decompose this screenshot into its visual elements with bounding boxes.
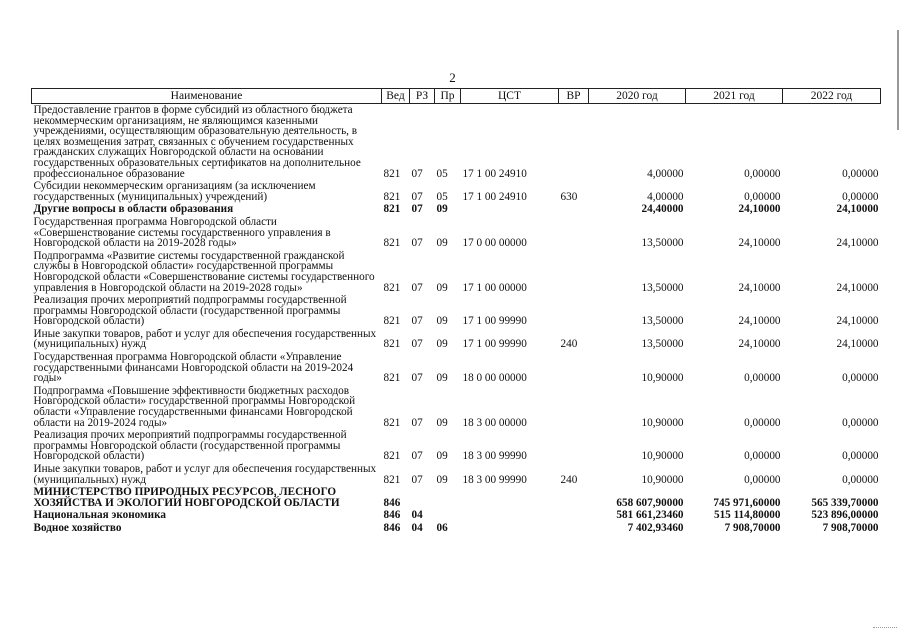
header-ved: Вед <box>382 89 410 104</box>
cell-y2020: 10,90000 <box>641 372 684 385</box>
cell-ved: 846 <box>383 509 401 522</box>
table-row <box>32 385 881 429</box>
cell-vr <box>559 216 589 250</box>
budget-table <box>31 88 881 535</box>
cell-y2021: 7 908,70000 <box>724 521 781 534</box>
cell-y2021: 24,10000 <box>738 315 781 328</box>
cell-rz: 04 <box>411 521 423 534</box>
cell-y2020: 10,90000 <box>641 450 684 463</box>
cell-rz: 07 <box>411 237 423 250</box>
cell-rz: 07 <box>411 338 423 351</box>
cell-name: Предоставление грантов в форме субсидий из областного бюджета некоммерческим организациям, не являющимся казенными учреждениями, осуществляющим образовательную деятельность, в целях возмещения затрат, связанных с обучением государственных гражданских служащих Новгородской области на основании государственных образовательных сертификатов на дополнительное профессиональное образование <box>33 104 361 180</box>
cell-cst: 17 1 00 24910 <box>462 190 527 203</box>
cell-y2020: 13,50000 <box>641 338 684 351</box>
table-row <box>32 328 881 351</box>
cell-vr <box>559 429 589 463</box>
cell-name: МИНИСТЕРСТВО ПРИРОДНЫХ РЕСУРСОВ, ЛЕСНОГО ХОЗЯЙСТВА И ЭКОЛОГИИ НОВГОРОДСКОЙ ОБЛАСТИ <box>33 486 340 509</box>
cell-name: Национальная экономика <box>33 509 166 522</box>
cell-pr: 05 <box>436 190 448 203</box>
cell-y2020: 13,50000 <box>641 281 684 294</box>
cell-y2022: 0,00000 <box>842 190 879 203</box>
cell-cst: 18 3 00 00000 <box>462 416 527 429</box>
cell-cst: 17 1 00 99990 <box>462 338 527 351</box>
cell-y2022: 0,00000 <box>842 416 879 429</box>
cell-ved: 821 <box>383 190 401 203</box>
cell-y2021: 24,10000 <box>738 338 781 351</box>
header-cst: ЦСТ <box>461 89 559 104</box>
cell-cst: 18 0 00 00000 <box>462 372 527 385</box>
cell-y2020: 10,90000 <box>641 473 684 486</box>
cell-rz: 07 <box>411 450 423 463</box>
cell-y2020: 13,50000 <box>641 237 684 250</box>
cell-ved: 846 <box>383 496 401 509</box>
cell-rz: 04 <box>411 509 423 522</box>
cell-name: Субсидии некоммерческим организациям (за исключением государственных (муниципальных) учреждений) <box>33 180 316 203</box>
cell-rz: 07 <box>411 315 423 328</box>
cell-cst <box>461 203 559 216</box>
table-row <box>32 429 881 463</box>
table-row <box>32 216 881 250</box>
cell-vr <box>559 294 589 328</box>
cell-y2022: 0,00000 <box>842 372 879 385</box>
cell-y2021: 0,00000 <box>744 372 781 385</box>
cell-y2020: 10,90000 <box>641 416 684 429</box>
table-row <box>32 463 881 486</box>
table-row <box>32 294 881 328</box>
table-row <box>32 351 881 385</box>
cell-y2021: 24,10000 <box>738 203 781 216</box>
cell-pr: 09 <box>436 237 448 250</box>
cell-name: Иные закупки товаров, работ и услуг для обеспечения государственных (муниципальных) нужд <box>33 463 377 486</box>
cell-pr <box>435 509 461 522</box>
cell-rz: 07 <box>411 416 423 429</box>
cell-y2021: 0,00000 <box>744 167 781 180</box>
cell-y2021: 515 114,80000 <box>713 509 781 522</box>
header-2021: 2021 год <box>686 89 783 104</box>
cell-cst: 17 1 00 00000 <box>462 281 527 294</box>
table-body <box>32 104 881 535</box>
cell-rz <box>410 486 435 509</box>
cell-name: Подпрограмма «Развитие системы государственной гражданской службы в Новгородской области» государственной программы Новгородской области «Совершенствование системы государственного управления в Новгородской области на 2019-2028 годы» <box>33 249 375 294</box>
cell-vr <box>559 385 589 429</box>
cell-y2021: 24,10000 <box>738 281 781 294</box>
cell-vr <box>559 509 589 522</box>
cell-y2020: 658 607,90000 <box>616 496 684 509</box>
cell-name: Государственная программа Новгородской области «Совершенствование системы государственного управления в Новгородской области на 2019-2028 годы» <box>33 215 331 250</box>
cell-cst <box>461 486 559 509</box>
cell-rz: 07 <box>411 203 423 216</box>
cell-y2022: 24,10000 <box>836 338 879 351</box>
cell-rz: 07 <box>411 190 423 203</box>
cell-pr: 09 <box>436 315 448 328</box>
cell-name: Реализация прочих мероприятий подпрограммы государственной программы Новгородской области (государственной программы Новгородской области) <box>33 294 347 328</box>
cell-pr: 05 <box>436 167 448 180</box>
cell-y2022: 0,00000 <box>842 450 879 463</box>
cell-vr: 630 <box>560 190 578 203</box>
cell-name: Государственная программа Новгородской области «Управление государственными финансами Новгородской области на 2019-2024 годы» <box>33 351 354 385</box>
cell-cst: 17 0 00 00000 <box>462 237 527 250</box>
cell-vr <box>559 522 589 535</box>
header-rz: РЗ <box>410 89 435 104</box>
cell-name: Водное хозяйство <box>33 521 122 534</box>
cell-vr <box>559 250 589 294</box>
cell-ved: 821 <box>383 237 401 250</box>
cell-cst: 17 1 00 24910 <box>462 167 527 180</box>
cell-ved: 821 <box>383 338 401 351</box>
cell-y2021: 0,00000 <box>744 473 781 486</box>
cell-rz: 07 <box>411 167 423 180</box>
cell-rz: 07 <box>411 372 423 385</box>
cell-ved: 821 <box>383 281 401 294</box>
cell-name: Иные закупки товаров, работ и услуг для обеспечения государственных (муниципальных) нужд <box>33 327 377 351</box>
cell-vr: 240 <box>560 338 578 351</box>
cell-rz: 07 <box>411 473 423 486</box>
cell-y2022: 0,00000 <box>842 167 879 180</box>
cell-ved: 821 <box>383 315 401 328</box>
cell-y2020: 4,00000 <box>647 167 684 180</box>
cell-y2021: 24,10000 <box>738 237 781 250</box>
cell-name: Другие вопросы в области образования <box>33 203 234 216</box>
cell-ved: 846 <box>383 521 401 534</box>
cell-ved: 821 <box>383 473 401 486</box>
cell-cst: 18 3 00 99990 <box>462 473 527 486</box>
page-number: 2 <box>449 70 456 85</box>
cell-cst: 17 1 00 99990 <box>462 315 527 328</box>
cell-vr <box>559 351 589 385</box>
cell-y2022: 565 339,70000 <box>811 496 879 509</box>
scan-artifact-line <box>897 30 899 130</box>
header-name: Наименование <box>32 89 382 104</box>
cell-ved: 821 <box>383 372 401 385</box>
cell-y2021: 0,00000 <box>744 416 781 429</box>
cell-y2021: 745 971,60000 <box>713 496 781 509</box>
cell-cst: 18 3 00 99990 <box>462 450 527 463</box>
table-row <box>32 522 881 535</box>
scan-artifact-dots <box>873 627 897 634</box>
cell-pr: 09 <box>436 372 448 385</box>
cell-vr <box>559 486 589 509</box>
table-row <box>32 486 881 509</box>
cell-cst <box>461 509 559 522</box>
header-pr: Пр <box>435 89 461 104</box>
cell-y2020: 24,40000 <box>641 203 684 216</box>
table-header-row <box>32 89 881 104</box>
cell-y2020: 4,00000 <box>647 190 684 203</box>
cell-ved: 821 <box>383 203 401 216</box>
cell-pr: 06 <box>436 521 448 534</box>
table-row <box>32 250 881 294</box>
cell-pr: 09 <box>436 203 448 216</box>
table-row <box>32 180 881 203</box>
cell-cst <box>461 522 559 535</box>
cell-y2022: 24,10000 <box>836 237 879 250</box>
cell-pr: 09 <box>436 416 448 429</box>
table-row <box>32 203 881 216</box>
cell-vr: 240 <box>560 473 578 486</box>
cell-y2021: 0,00000 <box>744 190 781 203</box>
cell-ved: 821 <box>383 450 401 463</box>
cell-y2020: 13,50000 <box>641 315 684 328</box>
cell-y2020: 581 661,23460 <box>616 509 684 522</box>
cell-y2022: 523 896,00000 <box>811 509 879 522</box>
cell-name: Подпрограмма «Повышение эффективности бюджетных расходов Новгородской области» государственной программы Новгородской области «Управление государственными финансами Новгородской области на 2019-2024 годы» <box>33 384 356 429</box>
header-vr: ВР <box>559 89 589 104</box>
cell-y2022: 24,10000 <box>836 281 879 294</box>
cell-ved: 821 <box>383 416 401 429</box>
cell-vr <box>559 104 589 181</box>
cell-pr: 09 <box>436 450 448 463</box>
cell-vr <box>559 203 589 216</box>
cell-y2022: 24,10000 <box>836 315 879 328</box>
table-row <box>32 509 881 522</box>
cell-rz: 07 <box>411 281 423 294</box>
table-row <box>32 104 881 181</box>
header-2022: 2022 год <box>783 89 881 104</box>
cell-y2020: 7 402,93460 <box>627 521 684 534</box>
cell-pr: 09 <box>436 473 448 486</box>
header-2020: 2020 год <box>589 89 686 104</box>
cell-y2022: 24,10000 <box>836 203 879 216</box>
cell-pr: 09 <box>436 281 448 294</box>
cell-y2022: 0,00000 <box>842 473 879 486</box>
cell-ved: 821 <box>383 167 401 180</box>
cell-pr <box>435 486 461 509</box>
cell-y2021: 0,00000 <box>744 450 781 463</box>
cell-pr: 09 <box>436 338 448 351</box>
cell-y2022: 7 908,70000 <box>822 521 879 534</box>
cell-name: Реализация прочих мероприятий подпрограммы государственной программы Новгородской области (государственной программы Новгородской области) <box>33 429 347 463</box>
